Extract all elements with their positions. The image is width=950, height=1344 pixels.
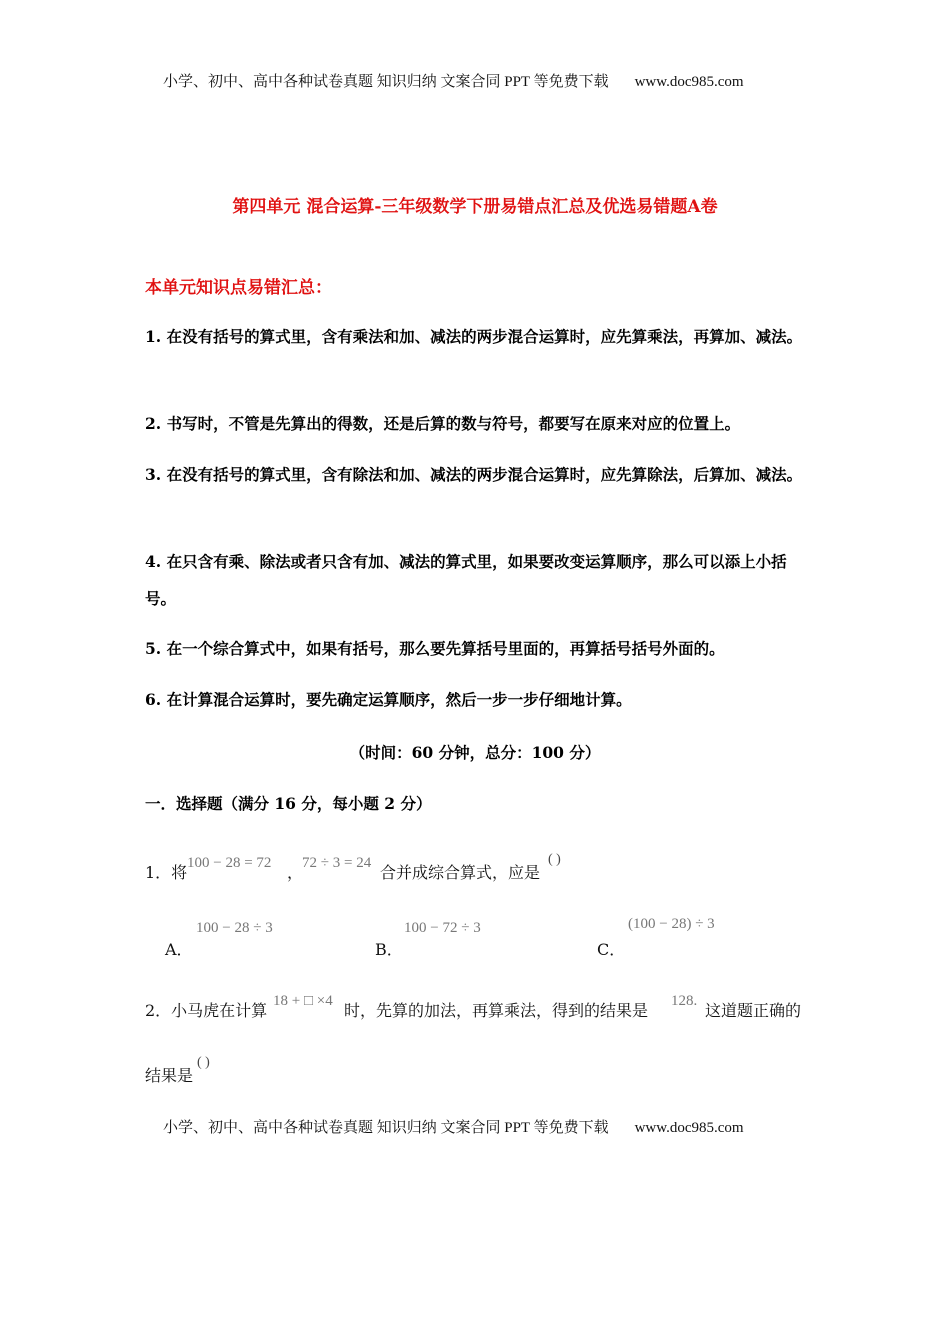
knowledge-point-5: 5. 在一个综合算式中，如果有括号，那么要先算括号里面的，再算括号括号外面的。 [145, 639, 725, 658]
footer-url[interactable]: www.doc985.com [634, 1120, 744, 1136]
q2-tail: 这道题正确的 [705, 1001, 802, 1020]
knowledge-point-1: 1. 在没有括号的算式里，含有乘法和加、减法的两步混合运算时，应先算乘法，再算加、减法。 [145, 327, 803, 346]
document-title: 第四单元 混合运算-三年级数学下册易错点汇总及优选易错题A卷 [232, 197, 718, 217]
exam-info: （时间：60 分钟，总分：100 分） [349, 743, 601, 762]
q1-number: 1．将 [145, 863, 188, 882]
question-1 [145, 860, 187, 883]
knowledge-point-4: 4. 在只含有乘、除法或者只含有加、减法的算式里，如果要改变运算顺序，那么可以添上小括号。 [145, 552, 787, 608]
q2-result: 128. [671, 993, 698, 1009]
header-text: 小学、初中、高中各种试卷真题 知识归纳 文案合同 PPT 等免费下载 [163, 74, 609, 90]
knowledge-point-2: 2. 书写时，不管是先算出的得数，还是后算的数与符号，都要写在原来对应的位置上。 [145, 414, 741, 433]
q1-expr2: 72 ÷ 3 = 24 [302, 855, 372, 871]
q1-tail: 合并成综合算式，应是 [380, 863, 541, 882]
q1-option-b-label[interactable]: B． [375, 940, 403, 959]
page-header [163, 70, 744, 91]
q2-answer-blank[interactable]: ( ) [197, 1055, 210, 1070]
q2-middle: 时，先算的加法，再算乘法，得到的结果是 [344, 1001, 649, 1020]
q1-expr1: 100 − 28 = 72 [187, 855, 272, 871]
footer-text: 小学、初中、高中各种试卷真题 知识归纳 文案合同 PPT 等免费下载 [163, 1120, 609, 1136]
q1-option-a-label[interactable]: A． [165, 940, 193, 959]
q1-answer-blank[interactable]: ( ) [548, 852, 561, 867]
section-heading: 本单元知识点易错汇总： [145, 278, 332, 298]
q2-line2: 结果是 [145, 1066, 194, 1085]
header-url[interactable]: www.doc985.com [634, 74, 744, 90]
page-footer [163, 1116, 744, 1137]
q1-option-b-expr: 100 − 72 ÷ 3 [404, 920, 481, 936]
q2-expr: 18 + □ ×4 [273, 993, 333, 1009]
knowledge-point-3: 3. 在没有括号的算式里，含有除法和加、减法的两步混合运算时，应先算除法，后算加、减法。 [145, 465, 803, 484]
q1-option-c-label[interactable]: C． [597, 940, 626, 959]
q1-separator: ， [287, 863, 304, 882]
q1-option-a-expr: 100 − 28 ÷ 3 [196, 920, 273, 936]
knowledge-point-6: 6. 在计算混合运算时，要先确定运算顺序，然后一步一步仔细地计算。 [145, 690, 632, 709]
part1-heading: 一．选择题（满分 16 分，每小题 2 分） [145, 794, 432, 813]
q1-option-c-expr: (100 − 28) ÷ 3 [628, 916, 715, 932]
q2-number: 2．小马虎在计算 [145, 1001, 268, 1020]
